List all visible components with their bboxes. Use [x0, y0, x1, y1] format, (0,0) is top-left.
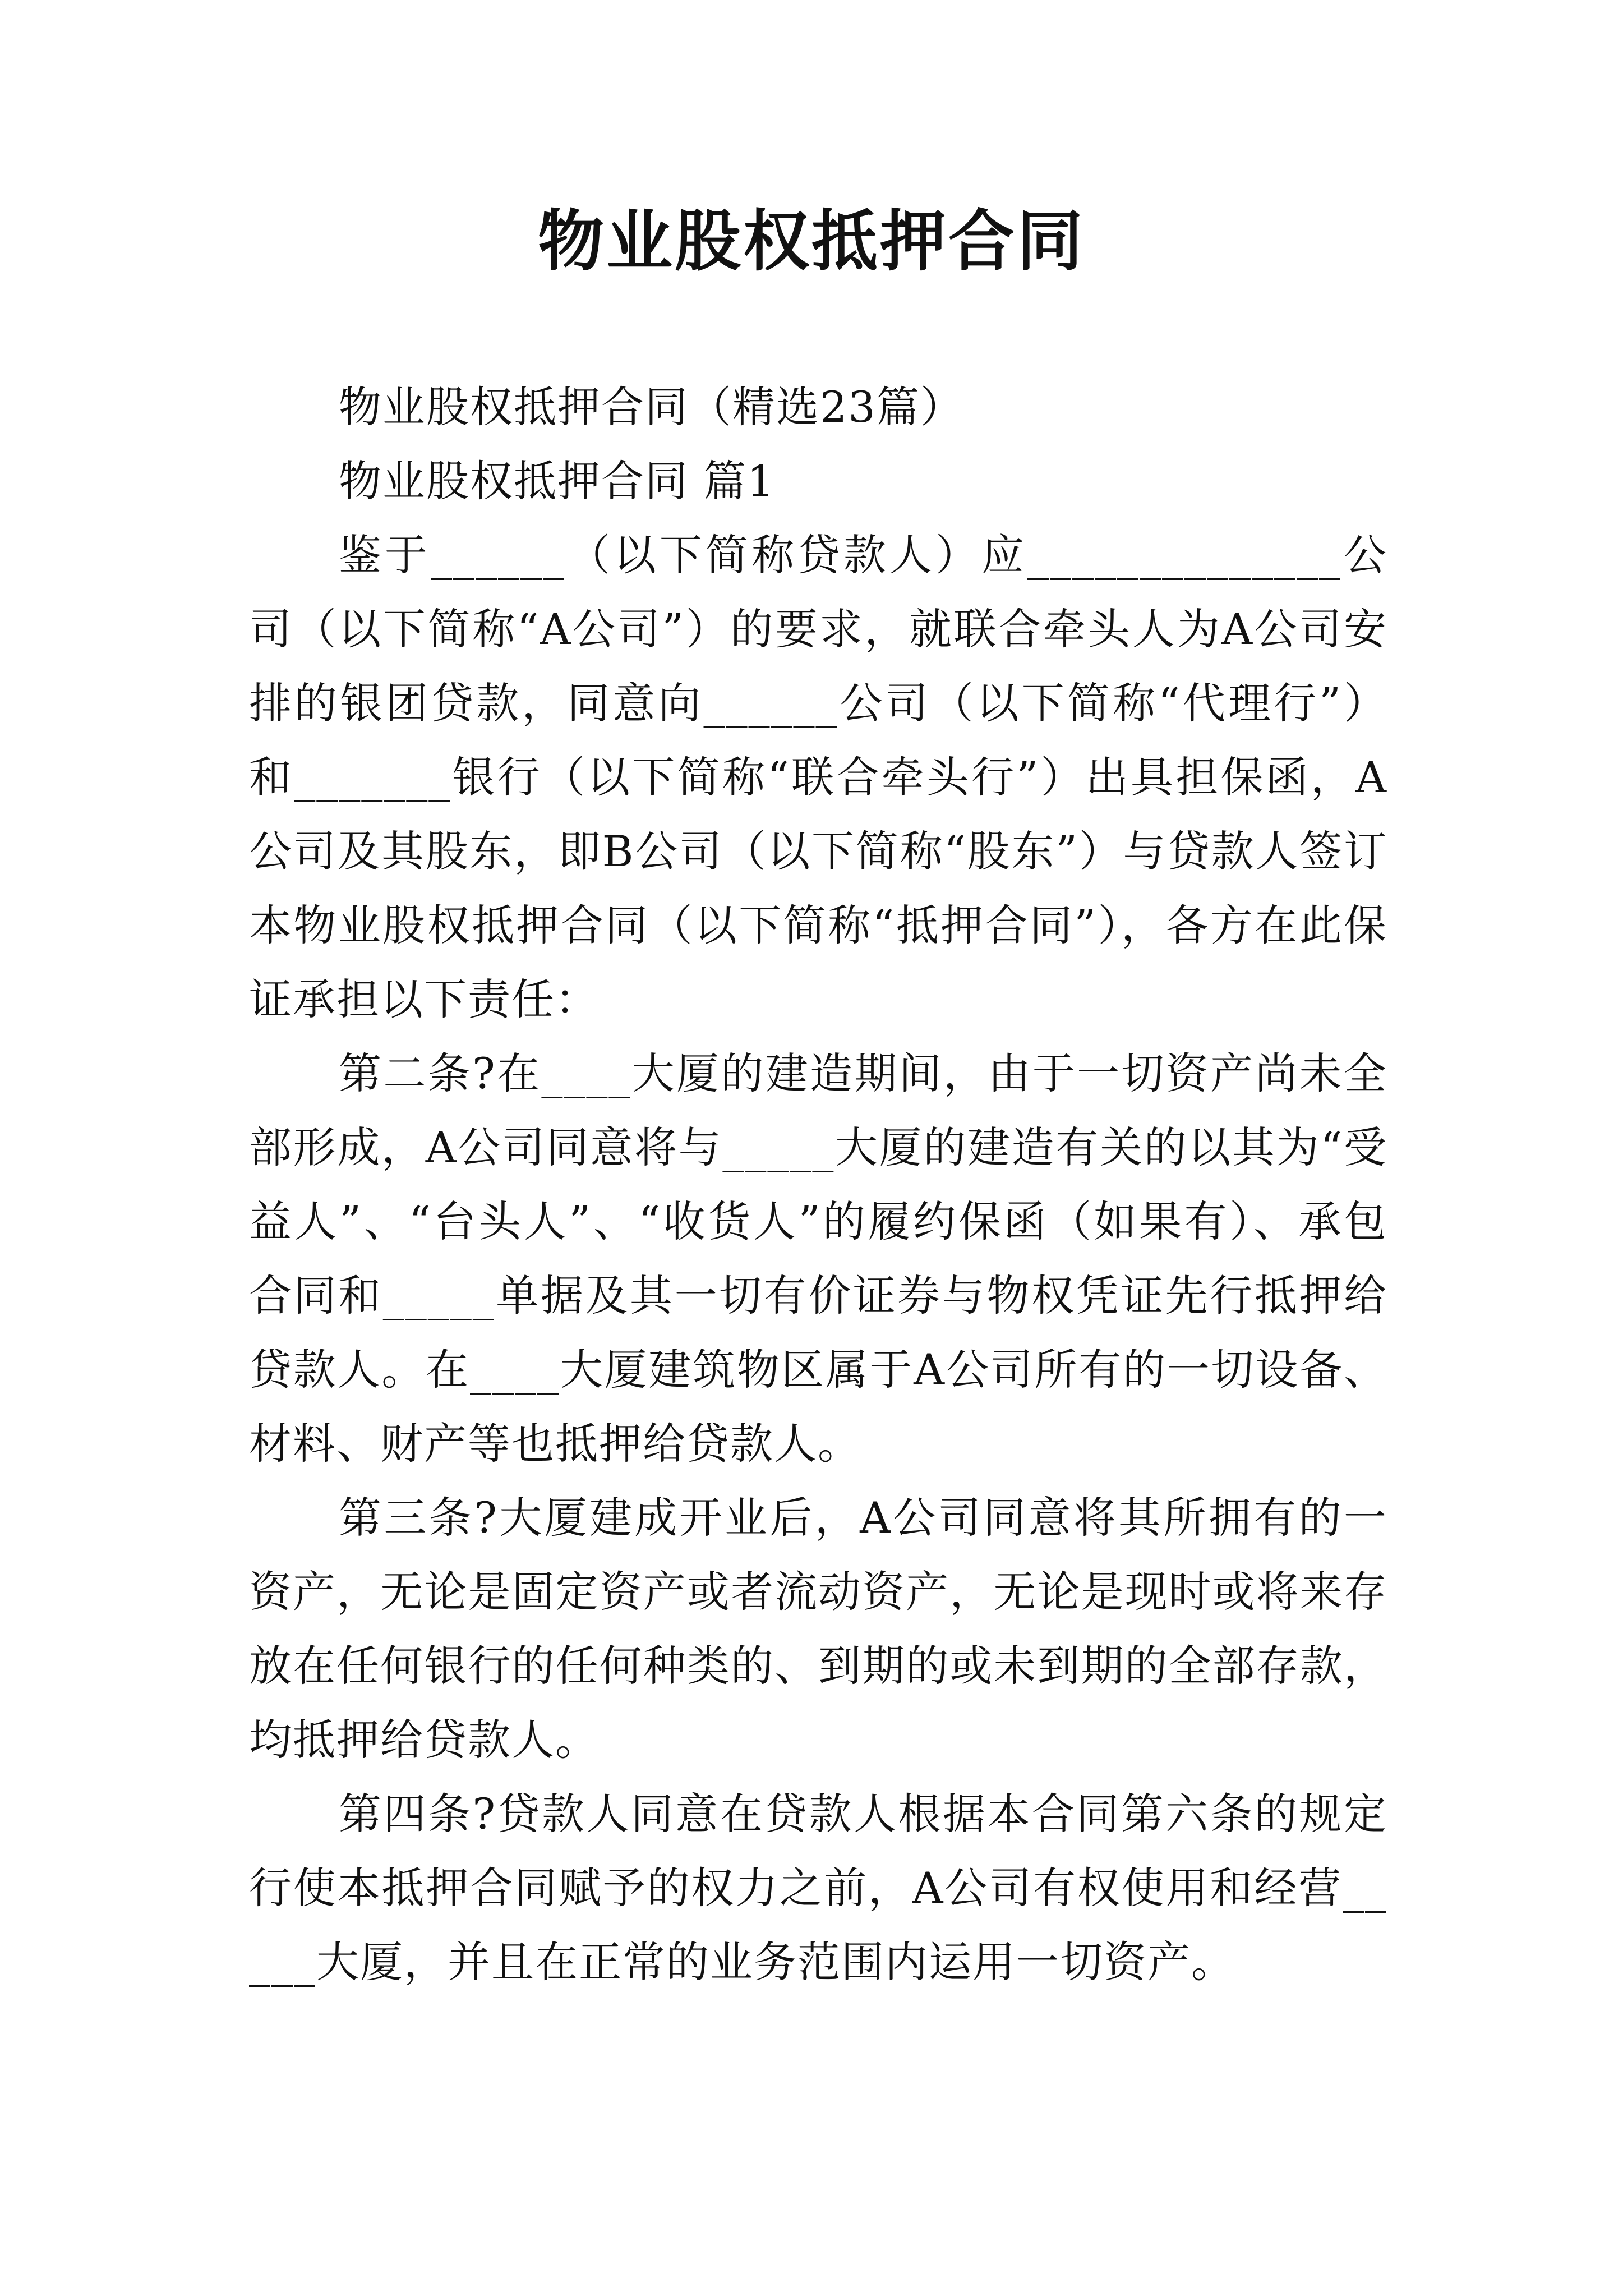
paragraph-preamble: 鉴于______（以下简称贷款人）应______________公司（以下简称“A公司”）的要求，就联合牵头人为A公司安排的银团贷款，同意向______公司（以下简称“代理行”）和_______银行（以下简称“联合牵头行”）出具担保函，A公司及其股东，即B公司（以下简称“股东”）与贷款人签订本物业股权抵押合同（以下简称“抵押合同”），各方在此保证承担以下责任： — [249, 530, 1387, 1024]
paragraph-article-3: 第三条?大厦建成开业后，A公司同意将其所拥有的一资产，无论是固定资产或者流动资产，无论是现时或将来存放在任何银行的任何种类的、到期的或未到期的全部存款，均抵押给贷款人。 — [249, 1493, 1387, 1765]
document-body — [249, 370, 1387, 1999]
section-heading: 物业股权抵押合同 篇1 — [339, 456, 776, 506]
paragraph-article-4: 第四条?贷款人同意在贷款人根据本合同第六条的规定行使本抵押合同赋予的权力之前，A公司有权使用和经营_____大厦，并且在正常的业务范围内运用一切资产。 — [249, 1789, 1387, 1987]
document-title: 物业股权抵押合同 — [537, 203, 1085, 280]
paragraph-article-2: 第二条?在____大厦的建造期间，由于一切资产尚未全部形成，A公司同意将与_____大厦的建造有关的以其为“受益人”、“台头人”、“收货人”的履约保函（如果有）、承包合同和_____单据及其一切有价证券与物权凭证先行抵押给贷款人。在____大厦建筑物区属于A公司所有的一切设备、材料、财产等也抵押给贷款人。 — [249, 1048, 1387, 1469]
document-subtitle: 物业股权抵押合同（精选23篇） — [339, 382, 964, 432]
